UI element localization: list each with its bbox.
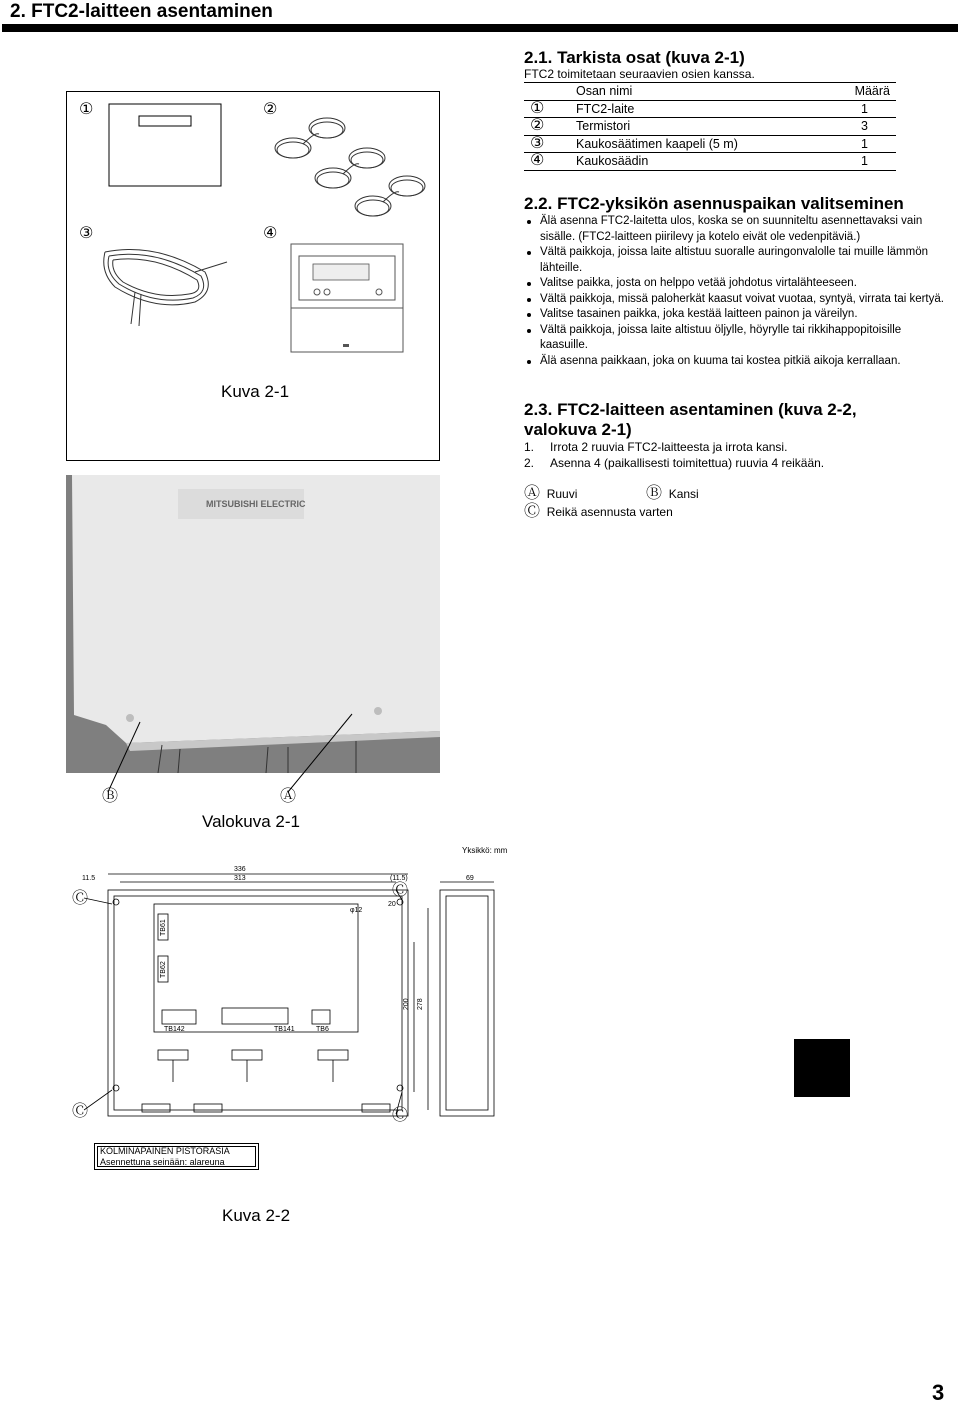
table-row: ④ Kaukosäädin 1	[524, 153, 896, 171]
terminal-tb142: TB142	[164, 1026, 185, 1033]
terminal-tb6: TB6	[316, 1026, 329, 1033]
terminal-tb61: TB61	[160, 919, 167, 936]
hole-marker-c-bottom-left: Ⓒ	[72, 1103, 89, 1120]
socket-label-line2: Asennettuna seinään: alareuna	[100, 1157, 225, 1167]
marker-2: ②	[263, 101, 278, 118]
dim-overall-width: 336	[234, 866, 246, 873]
marker-1: ①	[79, 101, 94, 118]
dim-hole-offset: 20	[388, 901, 396, 908]
list-item: Älä asenna paikkaan, joka on kuuma tai kostea pitkiä aikoja kerrallaan.	[524, 354, 948, 370]
location-bullets	[524, 214, 948, 369]
page-title: 2. FTC2-laitteen asentaminen	[10, 1, 273, 22]
list-item: Valitse paikka, josta on helppo vetää johdotus virtalähteeseen.	[524, 276, 948, 292]
terminal-tb62: TB62	[160, 961, 167, 978]
install-steps	[524, 440, 948, 471]
figure-2-1	[66, 91, 440, 461]
list-item: Valitse tasainen paikka, joka kestää laitteen painon ja väreilyn.	[524, 307, 948, 323]
photo-pointer-lines	[100, 700, 370, 810]
section-2-3-heading-line1: 2.3. FTC2-laitteen asentaminen (kuva 2-2,	[524, 400, 857, 419]
photo-marker-a: Ⓐ	[280, 788, 297, 805]
thermistor-drawing	[263, 110, 433, 220]
title-rule	[2, 24, 958, 32]
hole-marker-c-top-left: Ⓒ	[72, 890, 89, 907]
figure-2-2-drawing	[62, 860, 522, 1130]
list-item: Vältä paikkoja, missä paloherkät kaasut voivat vuotaa, syntyä, virrata tai kertyä.	[524, 292, 948, 308]
dim-depth: 69	[466, 875, 474, 882]
terminal-tb141: TB141	[274, 1026, 295, 1033]
section-2-2-heading: 2.2. FTC2-yksikön asennuspaikan valitseminen	[524, 194, 904, 213]
list-item: 1. Irrota 2 ruuvia FTC2-laitteesta ja irrota kansi.	[524, 440, 788, 454]
legend-b: Ⓑ Kansi	[646, 485, 699, 502]
section-2-1-heading: 2.1. Tarkista osat (kuva 2-1)	[524, 48, 745, 67]
header-quantity: Määrä	[854, 84, 890, 99]
figure-2-2-caption: Kuva 2-2	[222, 1206, 291, 1225]
section-2-3-heading-line2: valokuva 2-1)	[524, 420, 632, 439]
parts-table-header	[524, 83, 896, 101]
photo-2-1-caption: Valokuva 2-1	[202, 812, 300, 831]
remote-cable-drawing	[95, 232, 235, 332]
hole-marker-c-bottom-right: Ⓒ	[392, 1107, 409, 1124]
unit-label: Yksikkö: mm	[462, 846, 508, 855]
dim-height-total: 278	[417, 998, 424, 1010]
marker-3: ③	[79, 225, 94, 242]
dim-height-inner: 200	[403, 998, 410, 1010]
table-row: ① FTC2-laite 1	[524, 100, 896, 118]
remote-controller-drawing	[289, 242, 409, 357]
socket-label-box	[94, 1143, 259, 1170]
section-2-3-heading	[524, 400, 857, 440]
page-number: 3	[932, 1380, 945, 1405]
legend-c: Ⓒ Reikä asennusta varten	[524, 503, 673, 520]
hole-marker-c-top-right: Ⓒ	[392, 882, 409, 899]
list-item: Vältä paikkoja, joissa laite altistuu suoralle auringonvalolle tai muille lämmön lähteille.	[524, 245, 948, 276]
figure-2-1-caption: Kuva 2-1	[221, 382, 290, 401]
dim-inner-width: 313	[234, 875, 246, 882]
section-tab-marker	[794, 1039, 850, 1097]
list-item: Älä asenna FTC2-laitetta ulos, koska se on suunniteltu asennettavaksi vain sisälle. (FTC2-laitteen piirilevy ja kotelo eivät ole vedenpitäviä.)	[524, 214, 948, 245]
list-item: 2. Asenna 4 (paikallisesti toimitettua) ruuvia 4 reikään.	[524, 455, 825, 470]
header-part-name: Osan nimi	[576, 84, 633, 99]
parts-table	[524, 82, 896, 171]
dim-right-margin: (11.5)	[390, 875, 408, 882]
socket-label-line1: KOLMINAPAINEN PISTORASIA	[100, 1146, 230, 1156]
marker-4: ④	[263, 225, 278, 242]
table-row: ② Termistori 3	[524, 118, 896, 136]
dim-hole-diameter: φ12	[350, 907, 363, 914]
list-item: Vältä paikkoja, joissa laite altistuu öljylle, höyrylle tai rikkihappopitoisille kaasuille.	[524, 323, 948, 354]
table-row: ③ Kaukosäätimen kaapeli (5 m) 1	[524, 135, 896, 153]
legend-a: Ⓐ Ruuvi	[524, 485, 578, 502]
photo-logo-text: MITSUBISHI ELECTRIC	[206, 499, 306, 509]
dim-left-margin: 11.5	[82, 875, 96, 882]
section-2-1-intro: FTC2 toimitetaan seuraavien osien kanssa.	[524, 67, 755, 81]
photo-marker-b: Ⓑ	[102, 788, 119, 805]
ftc2-unit-drawing	[107, 102, 227, 192]
